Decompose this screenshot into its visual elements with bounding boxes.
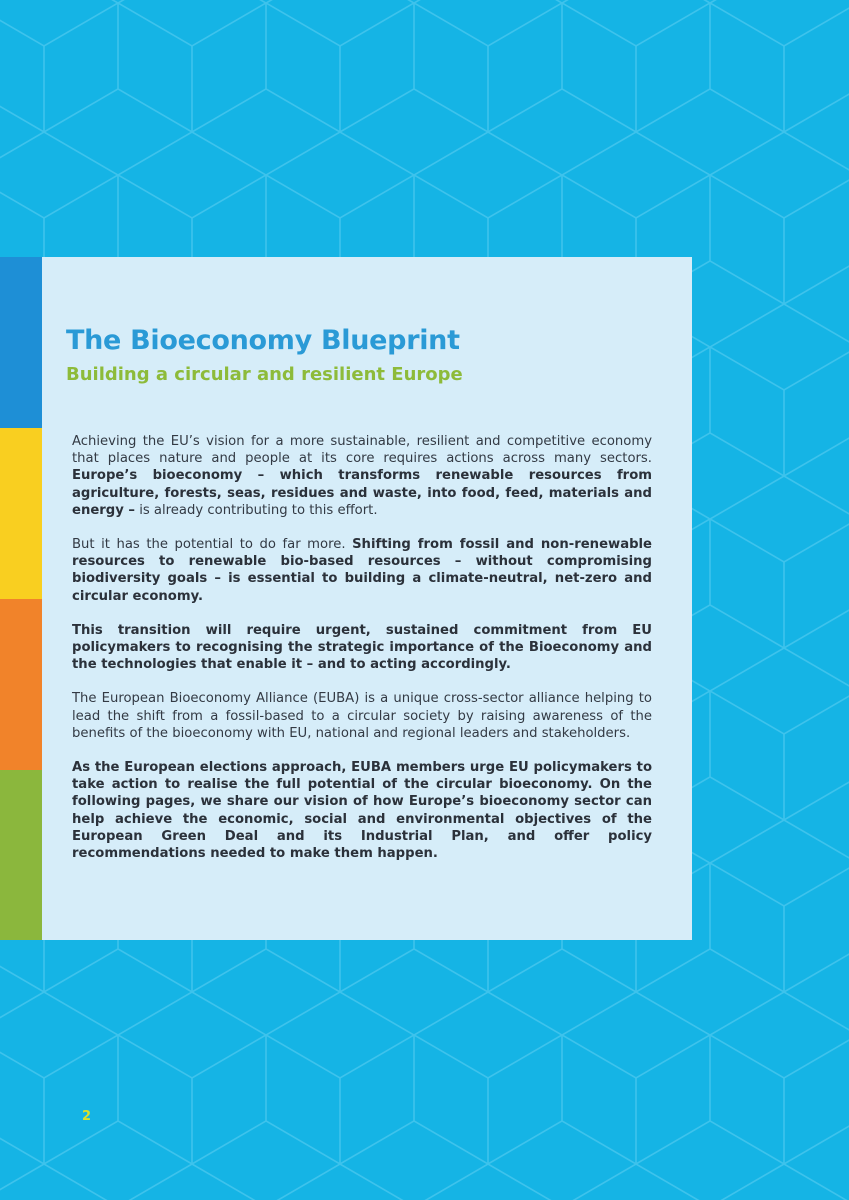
- paragraph-3-bold: This transition will require urgent, sustained commitment from EU policymakers to recognising the strategic importance of the Bioeconomy and the technologies that enable it – and to acting accordingly.: [72, 622, 652, 673]
- paragraph-2: [72, 536, 652, 605]
- paragraph-1-intro: Achieving the EU’s vision for a more sustainable, resilient and competitive economy that places nature and people at its core requires actions across many sectors.: [72, 434, 652, 467]
- paragraph-2-intro: But it has the potential to do far more.: [72, 537, 353, 553]
- page-title: The Bioeconomy Blueprint: [66, 325, 460, 356]
- paragraph-4: [72, 690, 652, 742]
- color-bar-green: [0, 770, 42, 940]
- paragraph-3: [72, 622, 652, 674]
- paragraph-1: [72, 433, 652, 519]
- color-bar-orange: [0, 599, 42, 770]
- paragraph-1-bold: Europe’s bioeconomy – which transforms renewable resources from agriculture, forests, seas, residues and waste, into food, feed, materials and energy –: [72, 468, 652, 518]
- paragraph-5-bold: As the European elections approach, EUBA members urge EU policymakers to take action to realise the full potential of the circular bioeconomy. On the following pages, we share our vision of how Europe’s bioeconomy sector can help achieve the economic, social and environmental objectives of the European Green Deal and its Industrial Plan, and offer policy recommendations needed to make them happen.: [72, 760, 652, 862]
- paragraph-1-outro: is already contributing to this effort.: [135, 502, 378, 518]
- body-text: [72, 433, 652, 879]
- paragraph-4-text: The European Bioeconomy Alliance (EUBA) is a unique cross-sector alliance helping to lead the shift from a fossil-based to a circular society by raising awareness of the benefits of the bioeconomy with EU, national and regional leaders and stakeholders.: [72, 691, 652, 741]
- page-subtitle: Building a circular and resilient Europe: [66, 364, 463, 385]
- paragraph-2-bold: Shifting from fossil and non-renewable resources to renewable bio-based resources – without compromising biodiversity goals – is essential to building a climate-neutral, net-zero and circular economy.: [72, 537, 652, 604]
- color-bar-blue: [0, 257, 42, 428]
- paragraph-5: [72, 759, 652, 862]
- content-panel: [42, 257, 692, 940]
- color-bar-yellow: [0, 428, 42, 599]
- page-number: 2: [82, 1109, 92, 1124]
